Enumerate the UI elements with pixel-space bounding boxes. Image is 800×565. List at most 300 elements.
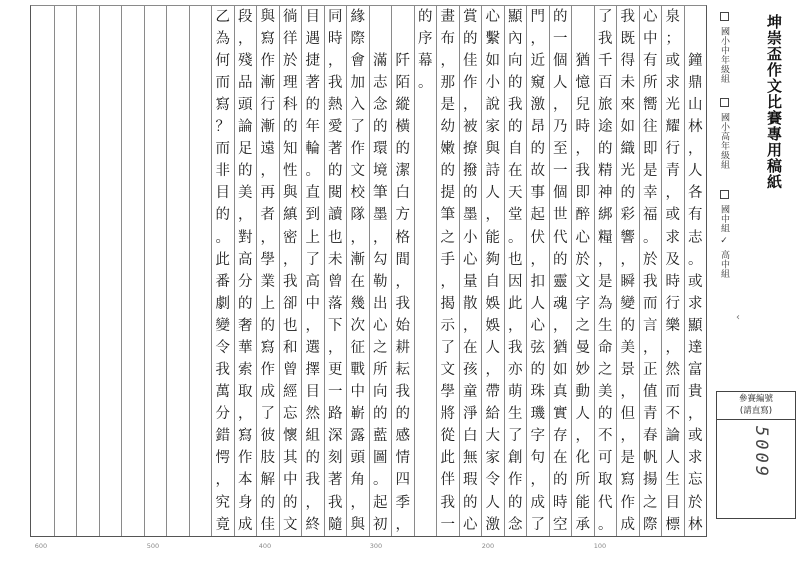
grid-cell: 人 [530, 295, 545, 312]
checkbox-icon[interactable] [720, 190, 729, 199]
grid-cell [55, 470, 77, 492]
grid-cell: 滿 [373, 52, 388, 69]
grid-cell: 我 [395, 295, 410, 312]
grid-cell: 實 [553, 406, 568, 423]
grid-cell: 。 [418, 75, 433, 92]
grid-cell: 真 [553, 384, 568, 401]
grid-cell: 。 [643, 229, 658, 246]
grid-cell: ， [665, 185, 680, 202]
grid-cell: 終 [305, 516, 320, 533]
grid-cell: 揚 [643, 472, 658, 489]
grid-cell: 散 [463, 295, 478, 312]
grid-cell: 解 [260, 472, 275, 489]
grid-cell: 求 [665, 75, 680, 92]
category-option[interactable] [718, 190, 731, 233]
grid-cell [77, 50, 99, 72]
grid-cell: 再 [260, 185, 275, 202]
grid-cell: 代 [553, 229, 568, 246]
grid-column [324, 6, 347, 536]
grid-cell [167, 425, 189, 447]
checkbox-icon[interactable] [720, 12, 729, 21]
grid-cell: 念 [508, 516, 523, 533]
grid-cell: ， [328, 339, 343, 356]
grid-cell: 著 [305, 75, 320, 92]
grid-cell: 值 [643, 384, 658, 401]
grid-cell: 自 [508, 141, 523, 158]
grid-cell [55, 205, 77, 227]
grid-cell [100, 293, 122, 315]
grid-cell: 布 [440, 30, 455, 47]
grid-cell: 隨 [328, 516, 343, 533]
grid-cell: ； [665, 30, 680, 47]
grid-column [99, 6, 122, 536]
grid-cell: 是 [598, 273, 613, 290]
grid-cell: 畫 [440, 8, 455, 25]
grid-cell: 頭 [238, 97, 253, 114]
grid-cell: 理 [283, 75, 298, 92]
grid-cell: 從 [440, 428, 455, 445]
grid-cell [122, 50, 144, 72]
grid-cell: 劇 [215, 295, 230, 312]
grid-cell [167, 448, 189, 470]
grid-cell: 了 [598, 8, 613, 25]
grid-column [301, 6, 324, 536]
grid-cell: 出 [373, 295, 388, 312]
grid-cell: 標 [665, 516, 680, 533]
grid-cell: 往 [643, 119, 658, 136]
grid-cell: 綁 [598, 207, 613, 224]
grid-cell [100, 116, 122, 138]
grid-cell [190, 183, 212, 205]
grid-cell [392, 28, 414, 50]
grid-cell: 佳 [463, 52, 478, 69]
grid-column [369, 6, 392, 536]
grid-cell [122, 138, 144, 160]
grid-cell [77, 271, 99, 293]
grid-cell: 中 [643, 30, 658, 47]
grid-column [256, 6, 279, 536]
grid-cell: 福 [643, 207, 658, 224]
grid-cell: ， [328, 52, 343, 69]
grid-cell [415, 492, 437, 514]
grid-cell: 行 [665, 295, 680, 312]
grid-cell [167, 315, 189, 337]
grid-cell [100, 403, 122, 425]
grid-cell: 人 [688, 163, 703, 180]
grid-cell [77, 337, 99, 359]
grid-cell: 年 [305, 119, 320, 136]
grid-cell: 了 [350, 119, 365, 136]
grid-cell: 目 [215, 185, 230, 202]
grid-cell [167, 337, 189, 359]
grid-cell: 與 [260, 8, 275, 25]
grid-cell [55, 6, 77, 28]
grid-cell [190, 249, 212, 271]
grid-cell: 小 [485, 75, 500, 92]
grid-cell: 寫 [620, 472, 635, 489]
reference-header [717, 392, 795, 420]
grid-cell: 組 [305, 428, 320, 445]
grid-cell: 青 [665, 163, 680, 180]
grid-cell [100, 315, 122, 337]
grid-cell [190, 470, 212, 492]
grid-cell: 猶 [553, 339, 568, 356]
grid-cell [415, 271, 437, 293]
grid-cell [77, 183, 99, 205]
grid-cell: 成 [620, 516, 635, 533]
grid-cell: 代 [598, 494, 613, 511]
grid-cell: 擇 [305, 362, 320, 379]
grid-cell: 下 [328, 317, 343, 334]
grid-cell: 的 [328, 163, 343, 180]
grid-cell: 然 [305, 406, 320, 423]
grid-cell: 更 [328, 362, 343, 379]
grid-cell [370, 28, 392, 50]
grid-cell: ， [305, 317, 320, 334]
grid-cell: 的 [373, 119, 388, 136]
grid-cell [31, 492, 54, 514]
grid-cell: 的 [283, 119, 298, 136]
grid-cell: 。 [305, 163, 320, 180]
grid-cell: 科 [283, 97, 298, 114]
grid-column [279, 6, 302, 536]
grid-cell: 耕 [395, 339, 410, 356]
grid-cell: 間 [395, 251, 410, 268]
grid-cell: 於 [283, 52, 298, 69]
grid-cell: 境 [373, 163, 388, 180]
grid-cell: 心 [530, 317, 545, 334]
grid-cell: 為 [215, 30, 230, 47]
grid-cell: 成 [238, 516, 253, 533]
grid-cell: 高 [305, 273, 320, 290]
grid-column [211, 6, 234, 536]
grid-cell: 人 [485, 339, 500, 356]
grid-cell: 我 [215, 362, 230, 379]
grid-cell: 的 [395, 406, 410, 423]
grid-cell: 為 [598, 295, 613, 312]
grid-cell [415, 116, 437, 138]
grid-cell: 入 [350, 97, 365, 114]
grid-cell [167, 50, 189, 72]
reference-number[interactable]: 5009 [751, 426, 771, 479]
grid-cell: 刻 [328, 450, 343, 467]
ruler-mark: 100 [593, 542, 607, 550]
grid-column [436, 6, 459, 536]
grid-cell: 的 [305, 450, 320, 467]
grid-cell: 於 [575, 251, 590, 268]
grid-cell [190, 359, 212, 381]
grid-cell: 藍 [373, 428, 388, 445]
grid-cell: 目 [305, 384, 320, 401]
grid-cell: 品 [238, 75, 253, 92]
grid-cell [415, 183, 437, 205]
grid-column [481, 6, 504, 536]
grid-cell [145, 94, 167, 116]
grid-cell: 而 [215, 75, 230, 92]
grid-cell: 顯 [508, 8, 523, 25]
grid-cell [31, 50, 54, 72]
grid-cell: 對 [238, 229, 253, 246]
grid-cell: 方 [395, 207, 410, 224]
grid-cell [31, 6, 54, 28]
grid-cell: 伏 [530, 229, 545, 246]
grid-cell [100, 425, 122, 447]
grid-cell: 提 [440, 185, 455, 202]
grid-cell: 遇 [305, 30, 320, 47]
grid-cell: 曾 [283, 362, 298, 379]
grid-cell [55, 403, 77, 425]
grid-cell [77, 403, 99, 425]
grid-cell: 存 [553, 428, 568, 445]
grid-cell: 橫 [395, 119, 410, 136]
grid-cell: 是 [643, 163, 658, 180]
grid-cell: 春 [643, 428, 658, 445]
grid-cell: 至 [553, 141, 568, 158]
grid-cell [167, 271, 189, 293]
category-label: 高中組 [719, 249, 729, 279]
category-option[interactable] [718, 12, 731, 83]
grid-cell: 變 [215, 317, 230, 334]
grid-cell: 達 [688, 339, 703, 356]
grid-cell: 幸 [643, 185, 658, 202]
grid-cell [167, 470, 189, 492]
grid-cell: 美 [620, 339, 635, 356]
grid-cell: 能 [575, 494, 590, 511]
grid-cell: 的 [620, 317, 635, 334]
grid-cell [31, 138, 54, 160]
grid-cell: 不 [665, 406, 680, 423]
category-label: 國小高年級組 [719, 112, 729, 170]
grid-cell [55, 381, 77, 403]
grid-cell: 忘 [688, 472, 703, 489]
grid-cell [31, 94, 54, 116]
grid-cell: 求 [665, 229, 680, 246]
grid-cell: 性 [283, 163, 298, 180]
grid-cell: 此 [508, 295, 523, 312]
grid-cell: 的 [553, 251, 568, 268]
grid-cell: 亦 [508, 362, 523, 379]
grid-cell: 的 [305, 97, 320, 114]
grid-column [121, 6, 144, 536]
grid-cell: 了 [530, 516, 545, 533]
grid-cell: 憶 [575, 75, 590, 92]
grid-cell: 次 [350, 317, 365, 334]
grid-cell [190, 50, 212, 72]
grid-cell: 猶 [575, 52, 590, 69]
grid-column [31, 6, 54, 536]
grid-cell [415, 94, 437, 116]
grid-cell: 熱 [328, 97, 343, 114]
grid-cell: 我 [328, 75, 343, 92]
grid-cell [31, 315, 54, 337]
grid-cell: 於 [643, 251, 658, 268]
grid-cell [122, 337, 144, 359]
grid-cell: ， [238, 406, 253, 423]
grid-cell [100, 94, 122, 116]
grid-cell: 人 [665, 450, 680, 467]
grid-cell: 身 [238, 494, 253, 511]
grid-cell: 織 [620, 141, 635, 158]
grid-cell [145, 249, 167, 271]
grid-cell: 動 [575, 384, 590, 401]
grid-cell: 番 [215, 273, 230, 290]
grid-cell: 向 [508, 52, 523, 69]
grid-cell: 一 [328, 384, 343, 401]
grid-column [459, 6, 482, 536]
grid-cell: 故 [530, 163, 545, 180]
grid-cell: 輪 [305, 141, 320, 158]
grid-cell: 墨 [373, 207, 388, 224]
grid-cell: 筆 [373, 185, 388, 202]
reference-label: 參賽編號 [738, 394, 773, 404]
grid-cell: 量 [463, 273, 478, 290]
grid-cell [122, 381, 144, 403]
grid-cell: 也 [283, 317, 298, 334]
reference-hint: (請直寫) [739, 406, 773, 416]
grid-cell: 卻 [283, 295, 298, 312]
grid-cell: 一 [440, 516, 455, 533]
grid-cell: 耀 [665, 119, 680, 136]
grid-cell: 撥 [463, 163, 478, 180]
character-count-ruler [0, 542, 710, 556]
grid-cell [100, 359, 122, 381]
grid-cell: 圖 [373, 450, 388, 467]
grid-cell [145, 337, 167, 359]
grid-cell [55, 359, 77, 381]
grid-cell [190, 116, 212, 138]
grid-cell: 言 [643, 317, 658, 334]
grid-cell: 有 [643, 52, 658, 69]
grid-cell: 選 [305, 339, 320, 356]
grid-cell [31, 337, 54, 359]
grid-cell: 際 [350, 30, 365, 47]
grid-cell [100, 337, 122, 359]
grid-cell: 事 [530, 185, 545, 202]
grid-cell [77, 249, 99, 271]
grid-cell [190, 381, 212, 403]
grid-cell [145, 403, 167, 425]
grid-cell [415, 381, 437, 403]
grid-cell: 論 [238, 119, 253, 136]
grid-cell [145, 50, 167, 72]
grid-column [414, 6, 437, 536]
grid-cell [145, 6, 167, 28]
grid-cell [77, 470, 99, 492]
grid-cell [100, 448, 122, 470]
grid-cell: 揭 [440, 295, 455, 312]
grid-cell: 被 [463, 119, 478, 136]
grid-cell: 魂 [553, 295, 568, 312]
grid-cell: ， [305, 494, 320, 511]
grid-cell [55, 116, 77, 138]
grid-cell [167, 249, 189, 271]
grid-cell: 山 [688, 97, 703, 114]
grid-cell: 貴 [688, 384, 703, 401]
grid-cell: 。 [508, 229, 523, 246]
grid-cell [167, 161, 189, 183]
grid-cell: ， [283, 251, 298, 268]
grid-cell [167, 116, 189, 138]
grid-cell: 其 [283, 450, 298, 467]
grid-cell: 的 [530, 362, 545, 379]
grid-cell: 說 [485, 97, 500, 114]
grid-cell: 激 [530, 97, 545, 114]
grid-column [526, 6, 549, 536]
grid-cell: ， [575, 141, 590, 158]
grid-cell: 所 [643, 75, 658, 92]
grid-cell: 情 [395, 450, 410, 467]
grid-cell: 的 [260, 317, 275, 334]
grid-cell [77, 293, 99, 315]
category-option[interactable] [718, 98, 731, 169]
checkbox-icon[interactable] [720, 98, 729, 107]
grid-cell [190, 6, 212, 28]
grid-cell [55, 183, 77, 205]
grid-cell: 伴 [440, 472, 455, 489]
grid-cell: 不 [598, 428, 613, 445]
grid-cell: 激 [485, 516, 500, 533]
grid-cell: 青 [643, 406, 658, 423]
grid-cell: 行 [665, 141, 680, 158]
grid-cell: 時 [665, 273, 680, 290]
header-sidebar [714, 0, 800, 565]
grid-cell [415, 249, 437, 271]
grid-cell: 乃 [553, 119, 568, 136]
grid-cell: 。 [688, 251, 703, 268]
grid-cell: 潔 [395, 163, 410, 180]
grid-cell [55, 161, 77, 183]
grid-cell [77, 381, 99, 403]
grid-cell [31, 425, 54, 447]
grid-cell: 在 [463, 339, 478, 356]
grid-cell: 人 [553, 75, 568, 92]
grid-cell: 萌 [508, 384, 523, 401]
grid-cell: 。 [373, 472, 388, 489]
grid-cell: 密 [283, 229, 298, 246]
grid-column [661, 6, 684, 536]
grid-cell: 我 [620, 8, 635, 25]
grid-cell [122, 6, 144, 28]
grid-cell [145, 72, 167, 94]
grid-cell [685, 28, 707, 50]
category-label: 國小中年級組 [719, 26, 729, 84]
grid-cell: 心 [463, 516, 478, 533]
grid-cell [55, 293, 77, 315]
grid-cell: 著 [328, 472, 343, 489]
grid-cell [415, 425, 437, 447]
grid-cell [190, 448, 212, 470]
grid-cell [167, 293, 189, 315]
ruler-mark: 200 [481, 542, 495, 550]
grid-cell [572, 28, 594, 50]
grid-cell: 作 [620, 494, 635, 511]
grid-cell: 阡 [395, 52, 410, 69]
grid-cell [145, 271, 167, 293]
grid-cell: 近 [530, 52, 545, 69]
grid-cell: 璣 [530, 406, 545, 423]
grid-cell: 序 [418, 30, 433, 47]
grid-cell: 彩 [620, 207, 635, 224]
grid-cell: 此 [215, 251, 230, 268]
grid-cell: 妙 [575, 362, 590, 379]
grid-cell: 文 [283, 516, 298, 533]
grid-cell: 兒 [575, 97, 590, 114]
grid-cell [167, 28, 189, 50]
grid-cell: ， [440, 273, 455, 290]
grid-cell: 我 [283, 273, 298, 290]
grid-cell [55, 271, 77, 293]
category-option-selected[interactable] [718, 236, 731, 278]
